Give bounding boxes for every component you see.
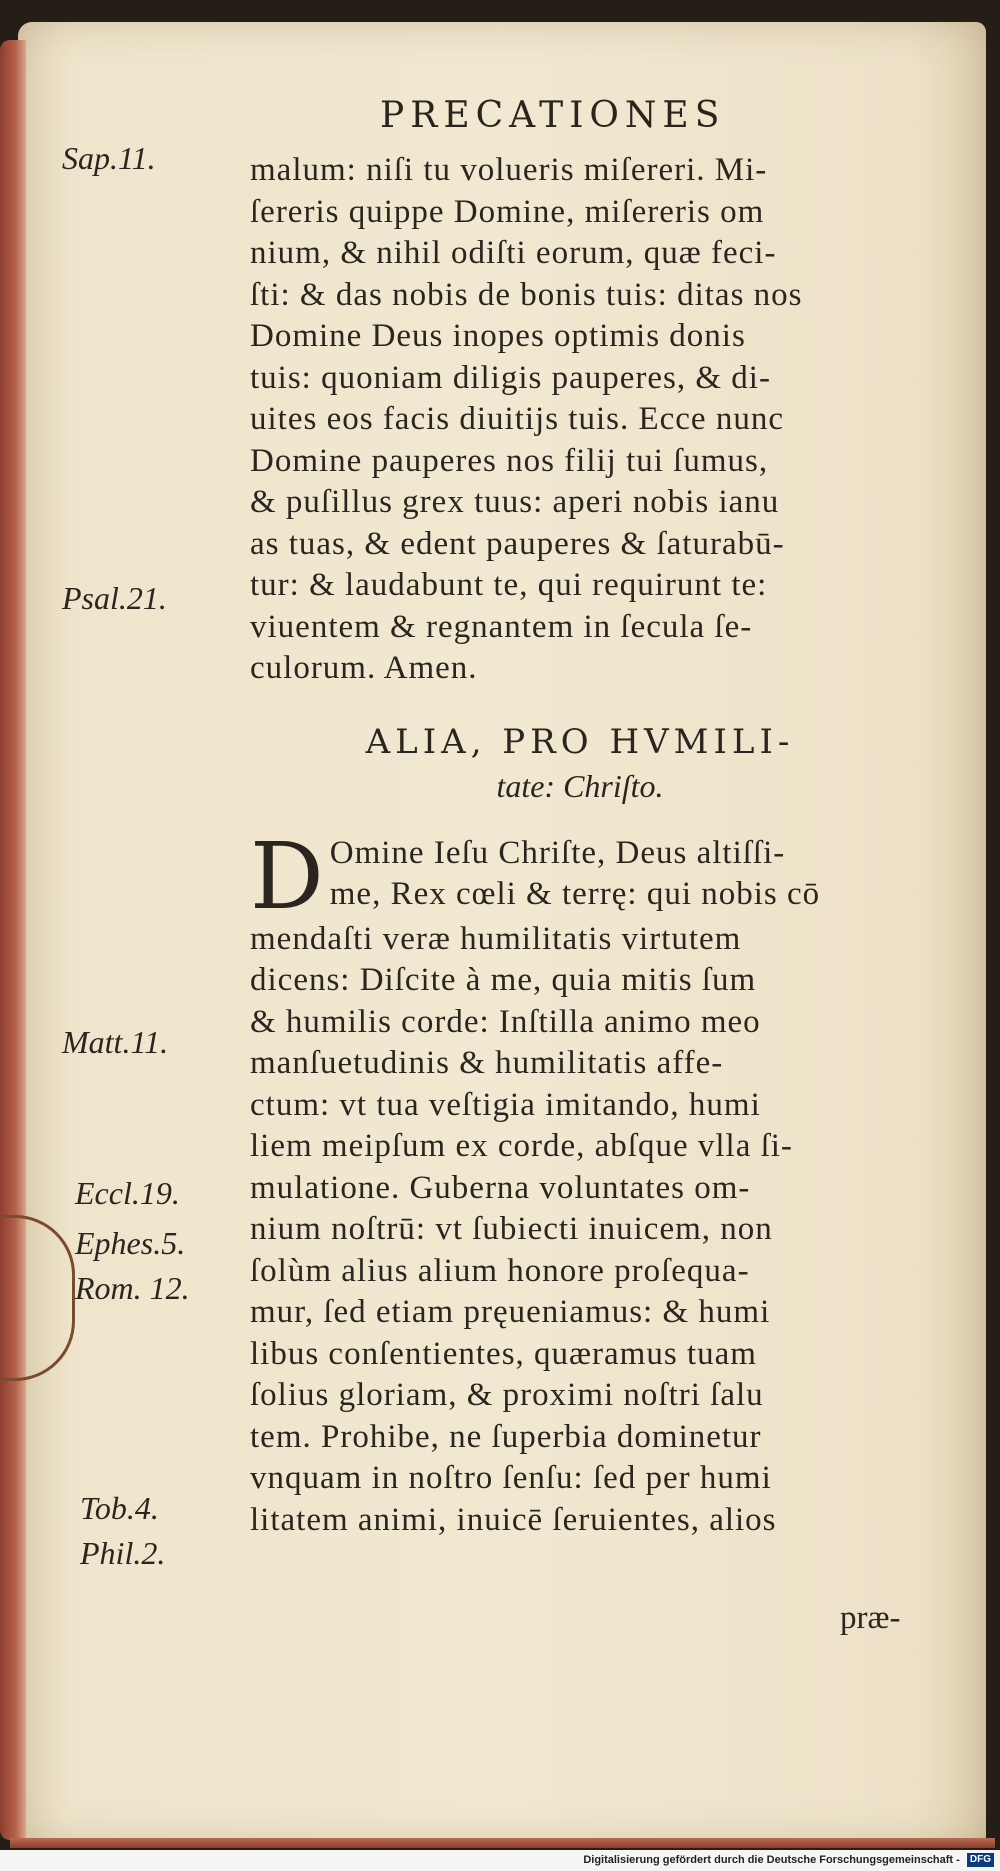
text-line: & puſillus grex tuus: aperi nobis ianu (250, 484, 780, 520)
text-line: Domine Deus inopes optimis donis (250, 318, 746, 354)
text-line: ſolùm alius alium honore proſequa- (250, 1252, 750, 1289)
text-line: as tuas, & edent pauperes & ſaturabū- (250, 525, 785, 562)
text-line: uites eos facis diuitijs tuis. Ecce nunc (250, 401, 784, 437)
running-head: PRECATIONES (380, 95, 726, 136)
margin-note: Rom. 12. (75, 1270, 190, 1306)
text-line: dicens: Diſcite à me, quia mitis ſum (250, 962, 757, 998)
text-line: tem. Prohibe, ne ſuperbia dominetur (250, 1418, 762, 1455)
footer-credit: Digitalisierung gefördert durch die Deutsche Forschungsgemeinschaft - (583, 1854, 960, 1866)
catchword: præ- (840, 1600, 901, 1636)
margin-note: Tob.4. (80, 1490, 159, 1526)
margin-note: Ephes.5. (75, 1225, 186, 1261)
text-line: & humilis corde: Inſtilla animo meo (250, 1003, 761, 1040)
text-line: Omine Ieſu Chriſte, Deus altiſſi- (329, 834, 786, 871)
text-line: vnquam in noſtro ſenſu: ſed per humi (250, 1460, 772, 1496)
margin-note: Sap.11. (62, 140, 156, 176)
margin-notes (0, 0, 250, 1871)
text-line: me, Rex cœli & terrę: qui nobis cō (329, 876, 821, 912)
digitization-footer (0, 1850, 1000, 1871)
text-line: mur, ſed etiam pręueniamus: & humi (250, 1294, 771, 1330)
text-line: ſti: & das nobis de bonis tuis: ditas nos (250, 276, 803, 313)
text-line: libus conſentientes, quæramus tuam (250, 1335, 757, 1372)
prayer-1 (250, 150, 940, 690)
text-line: litatem animi, inuicē ſeruientes, alios (250, 1501, 777, 1538)
text-line: malum: niſi tu volueris miſereri. Mi- (250, 152, 768, 188)
text-block (250, 150, 940, 1541)
dfg-logo: DFG (967, 1853, 994, 1867)
prayer-2 (250, 822, 940, 1542)
text-line: liem meipſum ex corde, abſque vlla ſi- (250, 1128, 793, 1164)
text-line: mulatione. Guberna voluntates om- (250, 1169, 751, 1206)
text-line: ctum: vt tua veſtigia imitando, humi (250, 1086, 761, 1123)
margin-note: Eccl.19. (75, 1175, 180, 1211)
text-line: manſuetudinis & humilitatis affe- (250, 1045, 724, 1081)
text-line: viuentem & regnantem in ſecula ſe- (250, 608, 753, 645)
text-line: ſereris quippe Domine, miſereris om (250, 193, 765, 230)
drop-cap: D (250, 822, 324, 930)
text-line: tur: & laudabunt te, qui requirunt te: (250, 567, 768, 603)
text-line: nium noſtrū: vt ſubiecti inuicem, non (250, 1211, 773, 1247)
text-line: culorum. Amen. (250, 650, 478, 686)
text-line: mendaſti veræ humilitatis virtutem (250, 920, 742, 957)
margin-note: Phil.2. (80, 1535, 166, 1571)
text-line: Domine pauperes nos filij tui ſumus, (250, 442, 769, 479)
text-line: nium, & nihil odiſti eorum, quæ feci- (250, 235, 777, 271)
text-line: tuis: quoniam diligis pauperes, & di- (250, 359, 771, 396)
margin-note: Matt.11. (62, 1024, 169, 1060)
margin-note: Psal.21. (62, 580, 167, 616)
section-heading: ALIA, PRO HVMILI- (365, 721, 795, 762)
text-line: ſolius gloriam, & proximi noſtri ſalu (250, 1377, 764, 1413)
section-subheading: tate: Chriſto. (496, 767, 664, 804)
